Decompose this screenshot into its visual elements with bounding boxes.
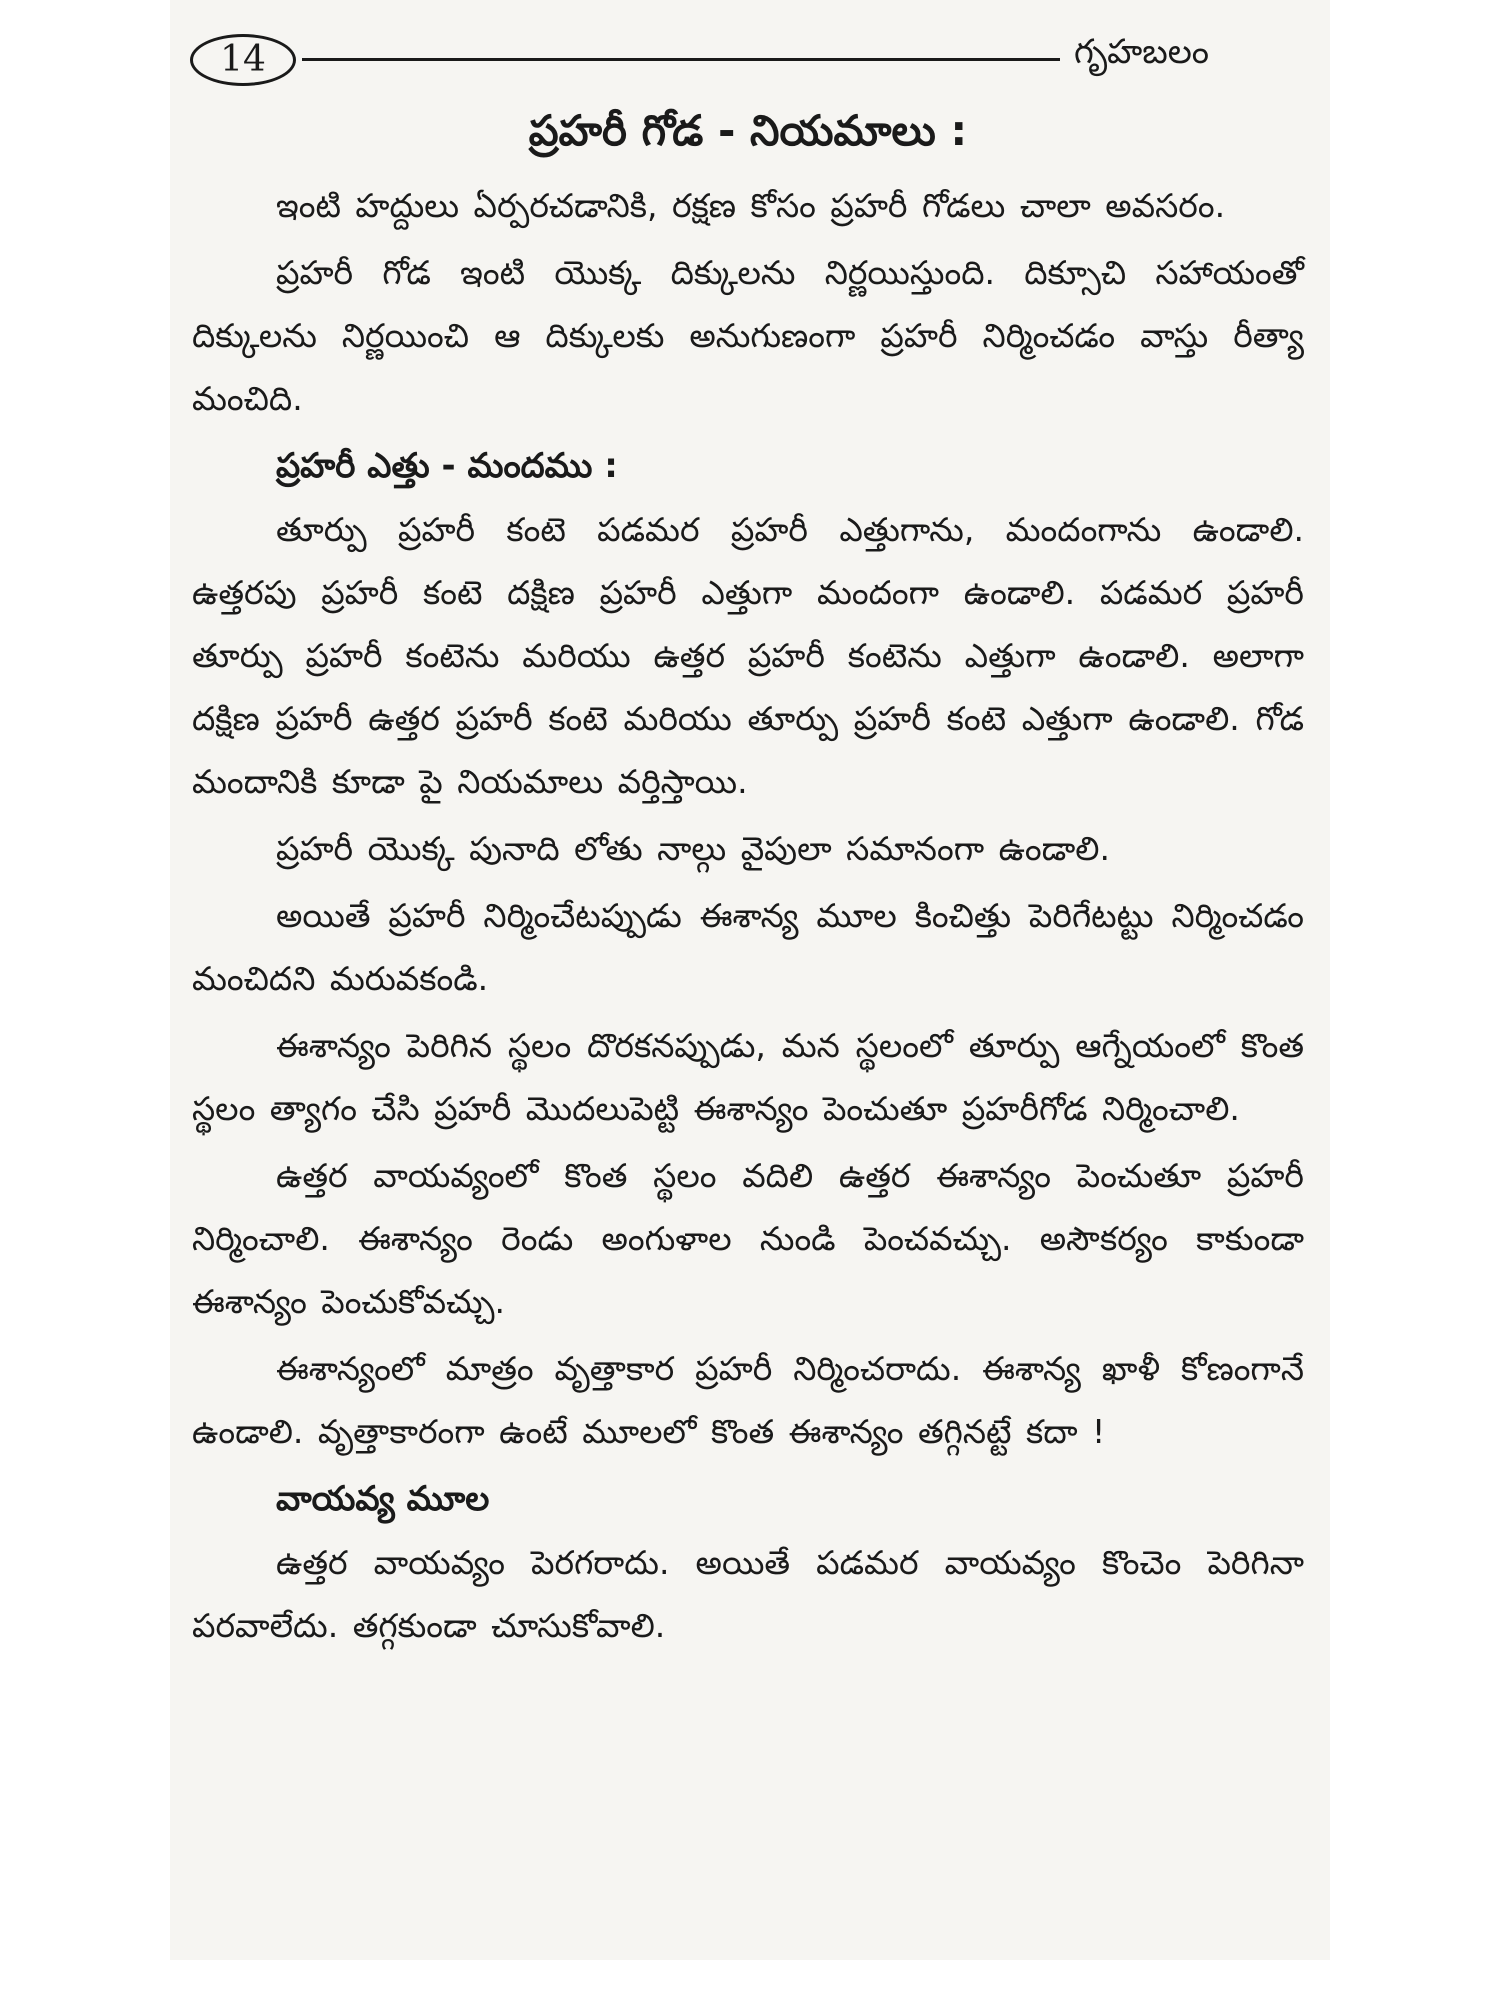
page-number: 14	[190, 34, 296, 86]
book-page	[170, 0, 1330, 1960]
section-heading: ప్రహరీ ఎత్తు - మందము :	[276, 446, 618, 486]
header-rule	[302, 58, 1060, 61]
section-heading: వాయవ్య మూల	[276, 1479, 490, 1519]
paragraph: ఈశాన్యంలో మాత్రం వృత్తాకార ప్రహరీ నిర్మించరాదు. ఈశాన్య ఖాళీ కోణంగానే ఉండాలి. వృత్తాకారంగా ఉంటే మూలలో కొంత ఈశాన్యం తగ్గినట్టే కదా !	[192, 1349, 1304, 1451]
page-content	[192, 88, 1304, 1661]
paragraph: ఈశాన్యం పెరిగిన స్థలం దొరకనప్పుడు, మన స్థలంలో తూర్పు ఆగ్నేయంలో కొంత స్థలం త్యాగం చేసి ప్రహరీ మొదలుపెట్టి ఈశాన్యం పెంచుతూ ప్రహరీగోడ నిర్మించాలి.	[192, 1026, 1304, 1128]
paragraph: తూర్పు ప్రహరీ కంటె పడమర ప్రహరీ ఎత్తుగాను, మందంగాను ఉండాలి. ఉత్తరపు ప్రహరీ కంటె దక్షిణ ప్రహరీ ఎత్తుగా మందంగా ఉండాలి. పడమర ప్రహరీ తూర్పు ప్రహరీ కంటెను మరియు ఉత్తర ప్రహరీ కంటెను ఎత్తుగా ఉండాలి. అలాగా దక్షిణ ప్రహరీ ఉత్తర ప్రహరీ కంటె మరియు తూర్పు ప్రహరీ కంటె ఎత్తుగా ఉండాలి. గోడ మందానికి కూడా పై నియమాలు వర్తిస్తాయి.	[192, 510, 1304, 801]
paragraph: ప్రహరీ గోడ ఇంటి యొక్క దిక్కులను నిర్ణయిస్తుంది. దిక్సూచి సహాయంతో దిక్కులను నిర్ణయించి ఆ దిక్కులకు అనుగుణంగా ప్రహరీ నిర్మించడం వాస్తు రీత్యా మంచిది.	[192, 253, 1304, 418]
paragraph: ఉత్తర వాయవ్యంలో కొంత స్థలం వదిలి ఉత్తర ఈశాన్యం పెంచుతూ ప్రహరీ నిర్మించాలి. ఈశాన్యం రెండు అంగుళాల నుండి పెంచవచ్చు. అసౌకర్యం కాకుండా ఈశాన్యం పెంచుకోవచ్చు.	[192, 1156, 1305, 1321]
book-title: గృహబలం	[1074, 32, 1210, 72]
chapter-heading: ప్రహరీ గోడ - నియమాలు :	[528, 106, 968, 155]
running-head	[190, 28, 1310, 92]
paragraph: అయితే ప్రహరీ నిర్మించేటప్పుడు ఈశాన్య మూల కించిత్తు పెరిగేటట్టు నిర్మించడం మంచిదని మరువకండి.	[192, 896, 1304, 998]
paragraph: ఉత్తర వాయవ్యం పెరగరాదు. అయితే పడమర వాయవ్యం కొంచెం పెరిగినా పరవాలేదు. తగ్గకుండా చూసుకోవాలి.	[192, 1543, 1304, 1645]
paragraph: ఇంటి హద్దులు ఏర్పరచడానికి, రక్షణ కోసం ప్రహరీ గోడలు చాలా అవసరం.	[276, 186, 1226, 225]
paragraph: ప్రహరీ యొక్క పునాది లోతు నాల్గు వైపులా సమానంగా ఉండాలి.	[276, 829, 1110, 868]
